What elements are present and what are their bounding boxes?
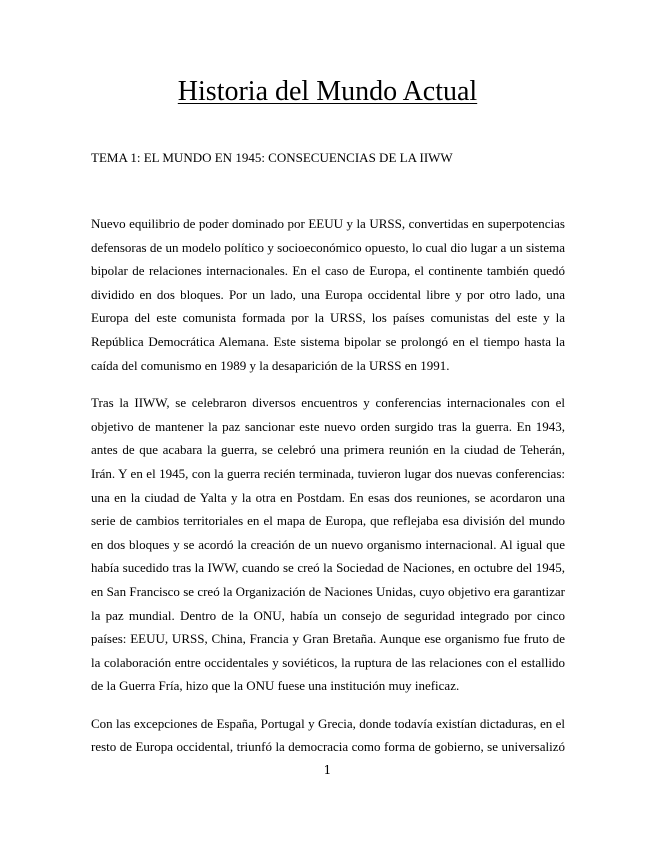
body-text [91, 212, 565, 760]
paragraph: Nuevo equilibrio de poder dominado por EEUU y la URSS, convertidas en superpotencias defensoras de un modelo político y socioeconómico opuesto, lo cual dio lugar a un sistema bipolar de relaciones internacionales. En el caso de Europa, el continente también quedó dividido en dos bloques. Por un lado, una Europa occidental libre y por otro lado, una Europa del este comunista formada por la URSS, los países comunistas del este y la República Democrática Alemana. Este sistema bipolar se prolongó en el tiempo hasta la caída del comunismo en 1989 y la desaparición de la URSS en 1991. [91, 216, 565, 373]
paragraph: Tras la IIWW, se celebraron diversos encuentros y conferencias internacionales con el objetivo de mantener la paz sancionar este nuevo orden surgido tras la guerra. En 1943, antes de que acabara la guerra, se celebró una primera reunión en la ciudad de Teherán, Irán. Y en el 1945, con la guerra recién terminada, tuvieron lugar dos nuevas conferencias: una en la ciudad de Yalta y la otra en Postdam. En esas dos reuniones, se acordaron una serie de cambios territoriales en el mapa de Europa, que reflejaba esa división del mundo en dos bloques y se acordó la creación de un nuevo organismo internacional. Al igual que había sucedido tras la IWW, cuando se creó la Sociedad de Naciones, en octubre del 1945, en San Francisco se creó la Organización de Naciones Unidas, cuyo objetivo era garantizar la paz mundial. Dentro de la ONU, había un consejo de seguridad integrado por cinco países: EEUU, URSS, China, Francia y Gran Bretaña. Aunque ese organismo fue fruto de la colaboración entre occidentales y soviéticos, la ruptura de las relaciones con el estallido de la Guerra Fría, hizo que la ONU fuese una institución muy ineficaz. [91, 395, 565, 694]
document-title: Historia del Mundo Actual [177, 76, 478, 107]
paragraph: Con las excepciones de España, Portugal y Grecia, donde todavía existían dictaduras, en el resto de Europa occidental, triunfó la democracia como forma de gobierno, se universalizó [91, 715, 565, 755]
page-number: 1 [323, 763, 332, 777]
section-heading: TEMA 1: EL MUNDO EN 1945: CONSECUENCIAS DE LA IIWW [91, 150, 453, 165]
